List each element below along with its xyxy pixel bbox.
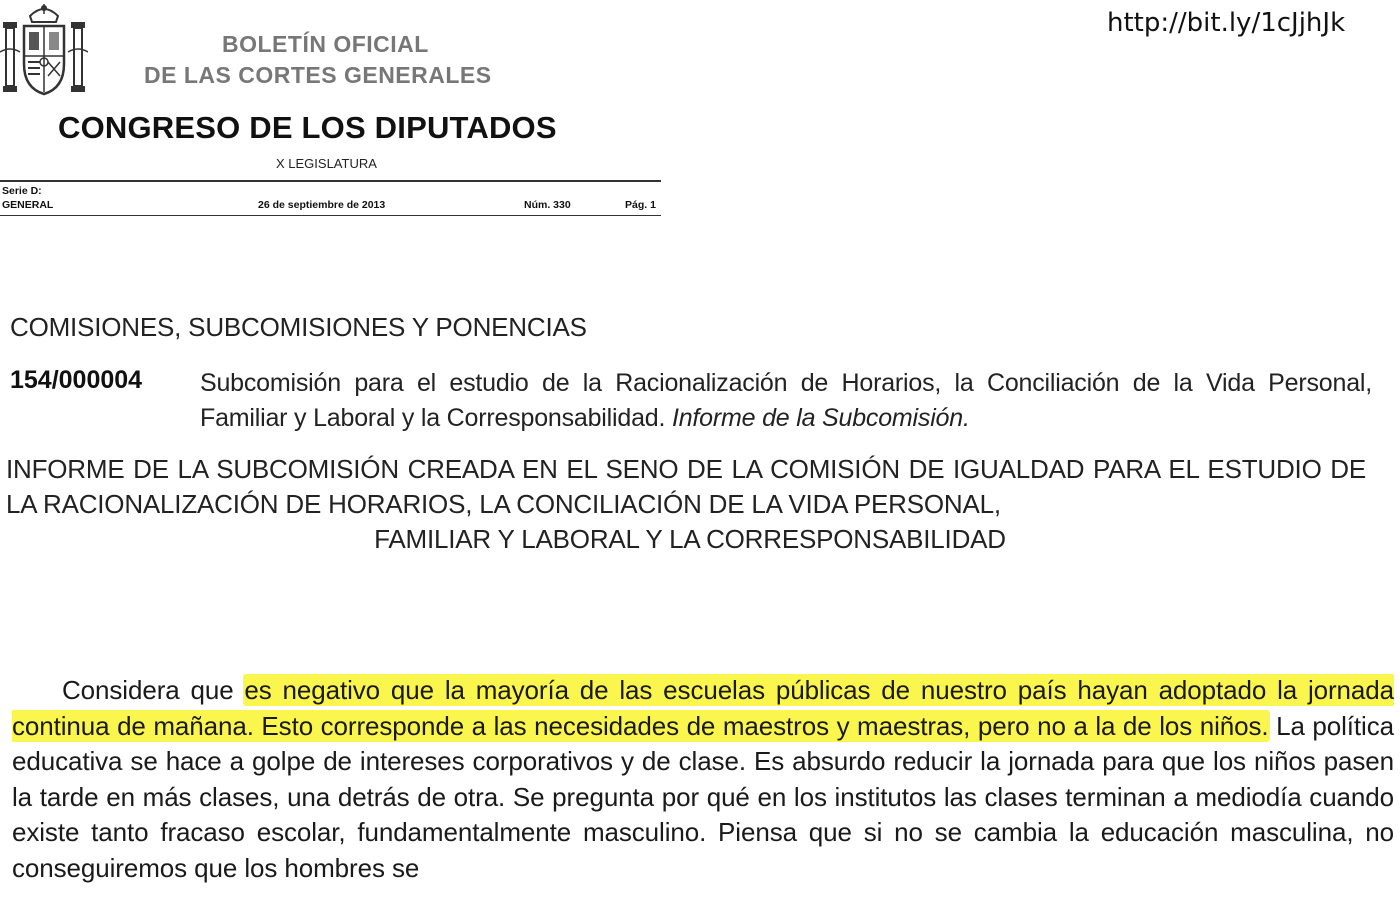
paragraph-lead: Considera que <box>62 675 245 705</box>
header-rule-bottom <box>0 215 661 216</box>
publication-date: 26 de septiembre de 2013 <box>258 199 386 211</box>
header-rule <box>0 180 661 182</box>
issue-number: Núm. 330 <box>524 199 571 211</box>
entry-description-italic: Informe de la Subcomisión. <box>671 404 970 432</box>
informe-title-last-line: FAMILIAR Y LABORAL Y LA CORRESPONSABILIDAD <box>374 524 1006 554</box>
section-title: COMISIONES, SUBCOMISIONES Y PONENCIAS <box>10 312 587 342</box>
entry-code: 154/000004 <box>10 366 143 394</box>
short-link[interactable]: http://bit.ly/1cJjhJk <box>1107 8 1346 38</box>
boletin-title-line1: BOLETÍN OFICIAL <box>222 31 429 57</box>
coat-of-arms-icon <box>0 2 88 98</box>
informe-title-lines: INFORME DE LA SUBCOMISIÓN CREADA EN EL SENO DE LA COMISIÓN DE IGUALDAD PARA EL ESTUDIO DE LA RACIONALIZACIÓN DE HORARIOS, LA CONCILIACIÓN DE LA VIDA PERSONAL, <box>6 454 1366 519</box>
highlighted-passage: es negativo que la mayoría de las escuelas públicas de nuestro país hayan adoptado la jornada continua de mañana. Esto corresponde a las necesidades de maestros y maestras, pero no a la de los niños. <box>12 675 1394 741</box>
serie-value: GENERAL <box>2 199 54 211</box>
legislatura-label: X LEGISLATURA <box>276 156 377 171</box>
paragraph-rest: La política educativa se hace a golpe de intereses corporativos y de clase. Es absurdo reducir la jornada para que los niños pasen la tarde en más clases, una detrás de otra. Se pregunta por qué en los institutos las clases terminan a mediodía cuando existe tanto fracaso escolar, fundamentalmente masculino. Piensa que si no se cambia la educación masculina, no conseguiremos que los hombres se <box>12 710 1394 883</box>
informe-title <box>6 452 1366 557</box>
body-paragraph <box>12 673 1394 886</box>
entry-description-text: Subcomisión para el estudio de la Racionalización de Horarios, la Conciliación de la Vida Personal, Familiar y Laboral y la Corresponsabilidad. <box>200 369 1372 432</box>
congreso-title: CONGRESO DE LOS DIPUTADOS <box>58 110 557 145</box>
boletin-title-line2: DE LAS CORTES GENERALES <box>144 62 492 88</box>
serie-label: Serie D: <box>2 185 42 197</box>
page-number: Pág. 1 <box>625 199 656 211</box>
entry-description <box>200 366 1372 436</box>
